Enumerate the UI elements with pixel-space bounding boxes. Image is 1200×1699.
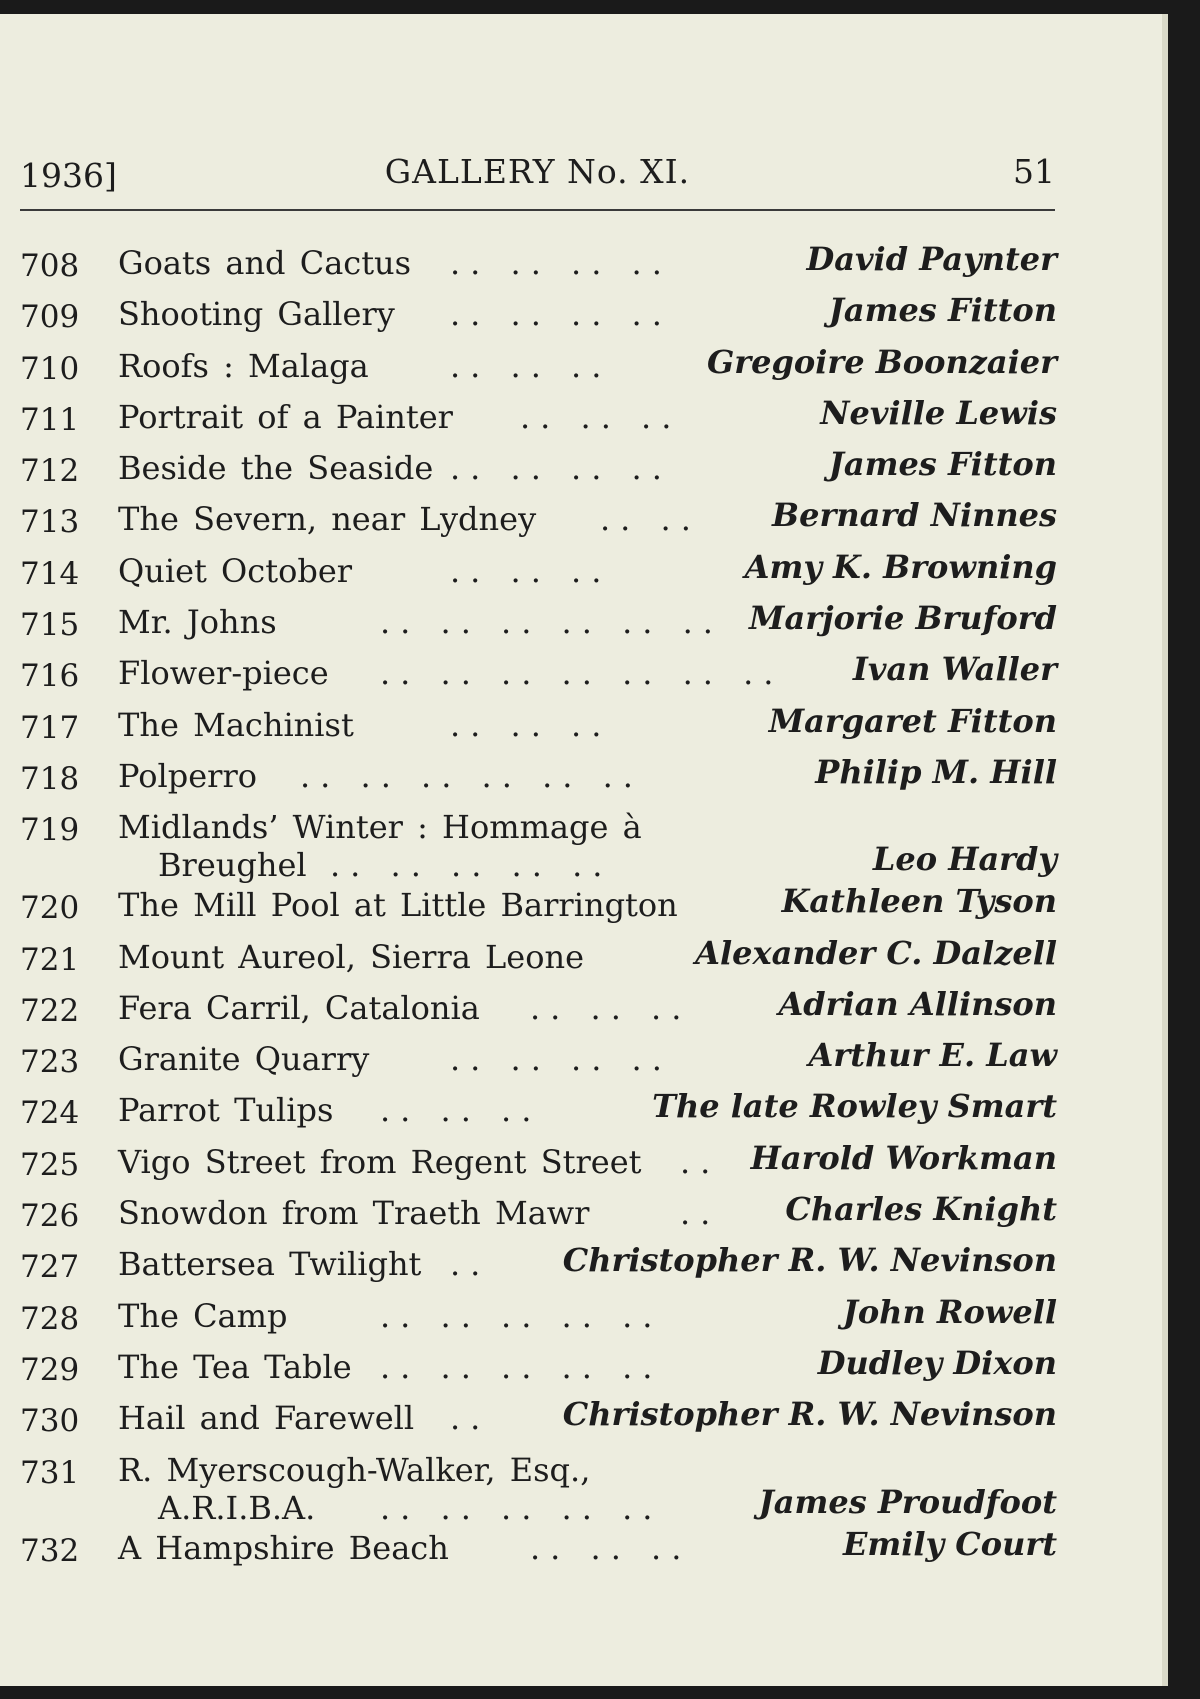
- entry-number: 722: [20, 992, 80, 1029]
- leader-dots: .. .. .. .. ..: [380, 1488, 663, 1527]
- catalogue-entry: [0, 238, 1162, 289]
- entry-title: The Severn, near Lydney: [118, 500, 537, 539]
- entry-number: 723: [20, 1044, 80, 1081]
- entry-title: Snowdon from Traeth Mawr: [118, 1194, 590, 1233]
- entry-artist: Christopher R. W. Nevinson: [562, 1241, 1057, 1280]
- entry-number: 728: [20, 1300, 80, 1337]
- entry-artist: James Fitton: [828, 445, 1057, 484]
- catalogue-entry: [0, 597, 1162, 648]
- leader-dots: .. .. .. .. .. ..: [380, 603, 723, 642]
- entry-title: Hail and Farewell: [118, 1399, 415, 1438]
- entry-artist: Marjorie Bruford: [749, 599, 1057, 638]
- entry-title: Mr. Johns: [118, 603, 277, 642]
- entry-title: Battersea Twilight: [118, 1245, 422, 1284]
- catalogue-entry: [0, 443, 1162, 494]
- entry-title: The Camp: [118, 1296, 288, 1335]
- entry-number: 708: [20, 248, 80, 284]
- entry-title: Vigo Street from Regent Street: [118, 1142, 642, 1181]
- catalogue-entry: [0, 751, 1162, 802]
- leader-dots: .. .. .. ..: [450, 295, 672, 334]
- catalogue-entry: [0, 932, 1162, 983]
- entry-title: The Machinist: [118, 705, 354, 744]
- entry-number: 716: [20, 658, 80, 695]
- entry-number: 710: [20, 350, 80, 387]
- catalogue-page: [0, 14, 1168, 1686]
- leader-dots: .. .. ..: [520, 397, 682, 436]
- header-gallery-title: GALLERY No. XI.: [384, 152, 691, 191]
- entry-title: R. Myerscough-Walker, Esq.,: [118, 1450, 591, 1489]
- leader-dots: .. .. ..: [380, 1091, 542, 1130]
- leader-dots: .. .. ..: [450, 551, 612, 590]
- catalogue-entry: [0, 880, 1162, 931]
- catalogue-entry: [0, 983, 1162, 1034]
- entry-artist: Dudley Dixon: [817, 1343, 1057, 1382]
- catalogue-entry: [0, 700, 1162, 751]
- catalogue-entry: [0, 1445, 1162, 1527]
- catalogue-entry: [0, 289, 1162, 340]
- entry-title: Flower-piece: [118, 654, 329, 693]
- leader-dots: ..: [450, 1399, 491, 1438]
- entry-artist: The late Rowley Smart: [652, 1087, 1057, 1126]
- catalogue-entry: [0, 546, 1162, 597]
- entry-artist: Kathleen Tyson: [781, 882, 1057, 921]
- entry-title: Polperro: [118, 756, 258, 795]
- entry-number: 713: [20, 504, 80, 541]
- entry-number: 714: [20, 555, 80, 592]
- entry-number: 712: [20, 453, 80, 490]
- entry-title: Goats and Cactus: [118, 244, 412, 282]
- entry-title: Portrait of a Painter: [118, 397, 453, 436]
- leader-dots: .. ..: [600, 500, 701, 539]
- entry-title: The Tea Table: [118, 1347, 352, 1386]
- catalogue-entry: [0, 392, 1162, 443]
- entry-number: 717: [20, 709, 80, 746]
- catalogue-entry: [0, 341, 1162, 392]
- entry-number: 721: [20, 941, 80, 978]
- entry-title: Roofs : Malaga: [118, 346, 369, 385]
- entry-artist: Ivan Waller: [852, 650, 1057, 689]
- leader-dots: ..: [680, 1142, 721, 1181]
- catalogue-entry: [0, 802, 1162, 885]
- entry-artist: Philip M. Hill: [815, 752, 1057, 791]
- leader-dots: .. .. .. ..: [450, 1040, 672, 1079]
- entry-number: 726: [20, 1198, 80, 1235]
- catalogue-entry: [0, 1188, 1162, 1239]
- leader-dots: .. .. .. .. ..: [380, 1347, 663, 1386]
- leader-dots: .. .. .. .. ..: [380, 1296, 663, 1335]
- entry-artist: Harold Workman: [750, 1138, 1057, 1177]
- leader-dots: .. .. .. .. .. .. ..: [380, 654, 784, 693]
- leader-dots: .. .. .. .. .. ..: [300, 756, 643, 795]
- entry-title: Parrot Tulips: [118, 1091, 334, 1130]
- entry-artist: Gregoire Boonzaier: [706, 342, 1057, 381]
- entry-list: [0, 238, 1162, 1574]
- catalogue-entry: [0, 1034, 1162, 1085]
- leader-dots: .. .. ..: [530, 1528, 692, 1567]
- entry-artist: Arthur E. Law: [808, 1036, 1057, 1075]
- leader-dots: .. .. .. ..: [450, 449, 672, 488]
- entry-number: 732: [20, 1532, 80, 1569]
- entry-number: 729: [20, 1351, 80, 1388]
- catalogue-entry: [0, 1137, 1162, 1188]
- leader-dots: ..: [450, 1245, 491, 1284]
- catalogue-entry: [0, 1393, 1162, 1444]
- leader-dots: .. .. ..: [530, 988, 692, 1027]
- catalogue-entry: [0, 1239, 1162, 1290]
- entry-artist: Adrian Allinson: [778, 984, 1057, 1023]
- entry-title: Quiet October: [118, 551, 353, 590]
- header-rule: [20, 209, 1055, 211]
- entry-artist: John Rowell: [842, 1292, 1057, 1331]
- entry-number: 724: [20, 1095, 80, 1132]
- leader-dots: .. .. .. .. ..: [330, 846, 613, 885]
- entry-number: 709: [20, 299, 80, 336]
- entry-number: 715: [20, 607, 80, 644]
- catalogue-entry: [0, 494, 1162, 545]
- entry-title: Midlands’ Winter : Hommage à: [118, 808, 642, 847]
- entry-title: A Hampshire Beach: [118, 1528, 449, 1567]
- entry-artist: Christopher R. W. Nevinson: [562, 1395, 1057, 1434]
- entry-artist: Alexander C. Dalzell: [695, 933, 1057, 972]
- catalogue-entry: [0, 1291, 1162, 1342]
- entry-number: 727: [20, 1249, 80, 1286]
- entry-artist: Charles Knight: [785, 1190, 1057, 1229]
- entry-artist: Emily Court: [842, 1524, 1057, 1563]
- header-year: 1936]: [20, 156, 117, 195]
- catalogue-entry: [0, 1085, 1162, 1136]
- entry-title: Mount Aureol, Sierra Leone: [118, 937, 585, 976]
- entry-artist: Margaret Fitton: [768, 701, 1057, 740]
- entry-title: Granite Quarry: [118, 1040, 370, 1079]
- entry-number: 719: [20, 812, 80, 849]
- entry-artist: Bernard Ninnes: [772, 496, 1057, 535]
- entry-artist: David Paynter: [806, 240, 1057, 278]
- page-header: [20, 144, 1055, 194]
- entry-artist: Amy K. Browning: [744, 547, 1057, 586]
- catalogue-entry: [0, 1342, 1162, 1393]
- leader-dots: ..: [680, 1194, 721, 1233]
- entry-title: Beside the Seaside: [118, 449, 434, 488]
- entry-title-continuation: A.R.I.B.A.: [158, 1488, 316, 1527]
- entry-number: 720: [20, 890, 80, 927]
- leader-dots: .. .. ..: [450, 705, 612, 744]
- entry-title: Shooting Gallery: [118, 295, 395, 334]
- entry-artist: James Fitton: [828, 291, 1057, 330]
- catalogue-entry: [0, 648, 1162, 699]
- entry-number: 718: [20, 760, 80, 797]
- entry-number: 731: [20, 1454, 80, 1491]
- entry-artist: James Proudfoot: [758, 1482, 1057, 1521]
- entry-number: 725: [20, 1146, 80, 1183]
- catalogue-entry: [0, 1523, 1162, 1574]
- entry-artist: Neville Lewis: [820, 393, 1057, 432]
- entry-artist: Leo Hardy: [872, 840, 1057, 879]
- entry-number: 711: [20, 401, 80, 438]
- entry-title-continuation: Breughel: [158, 846, 307, 885]
- entry-number: 730: [20, 1403, 80, 1440]
- leader-dots: .. .. .. ..: [450, 244, 672, 282]
- header-page-number: 51: [1013, 152, 1055, 191]
- entry-title: The Mill Pool at Little Barrington: [118, 886, 678, 925]
- leader-dots: .. .. ..: [450, 346, 612, 385]
- entry-title: Fera Carril, Catalonia: [118, 988, 480, 1027]
